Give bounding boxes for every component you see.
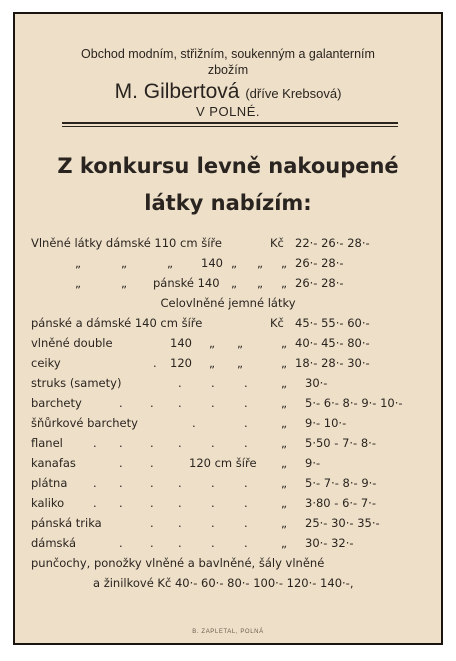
price-row-cell: 26·- 28·- [295,256,344,270]
price-row-cell: pánské 140 [153,276,220,290]
price-row-cell: . [211,396,215,410]
price-row-cell: „ [257,276,263,290]
price-row-cell: „ [281,476,287,490]
printer-imprint: B. ZAPLETAL, POLNÁ [192,629,264,635]
price-row [15,456,441,476]
price-row-cell: . [244,516,248,530]
headline-line-2: látky nabízím: [144,191,312,215]
price-row-cell: „ [209,356,215,370]
price-row-cell: . [178,376,182,390]
price-row [15,276,441,296]
price-leaflet [13,12,443,645]
price-row-cell: „ [281,376,287,390]
price-row-cell: „ [231,256,237,270]
price-row-cell: „ [281,276,287,290]
price-row-cell: 5·- 6·- 8·- 9·- 10·- [305,396,403,410]
header-rule [62,122,398,124]
owner-name: M. Gilbertová [114,80,240,103]
price-row-cell: . [178,516,182,530]
price-row-cell: 120 [170,356,192,370]
price-row-cell: . [150,476,154,490]
price-row-cell: pánská trika [31,516,102,530]
owner-former-name: (dříve Krebsová) [245,86,342,101]
price-row-cell: „ [281,416,287,430]
price-row-cell: „ [281,256,287,270]
price-row-cell: „ [281,516,287,530]
price-row-cell: Kč [270,316,284,330]
shop-town: V POLNÉ. [196,104,260,119]
price-row-cell: „ [281,356,287,370]
price-row-cell: . [150,496,154,510]
price-row-cell: . [150,536,154,550]
price-row-cell: . [93,436,97,450]
section-title: Celovlněné jemné látky [160,296,296,310]
price-row [15,496,441,516]
price-row-cell: . [192,416,196,430]
price-row [15,316,441,336]
price-row-cell: . [119,536,123,550]
price-row-cell: . [178,396,182,410]
price-row [15,476,441,496]
price-row-cell: 18·- 28·- 30·- [295,356,370,370]
price-row [15,536,441,556]
price-row-cell: „ [281,436,287,450]
price-row-cell: 30·- 32·- [305,536,354,550]
price-row-cell: „ [281,396,287,410]
price-row-cell: 45·- 55·- 60·- [295,316,370,330]
price-row-cell: 30·- [305,376,328,390]
price-row-cell: pánské a dámské 140 cm šíře [31,316,203,330]
price-row-cell: 3·80 - 6·- 7·- [305,496,376,510]
price-row-cell: . [211,496,215,510]
price-row [15,236,441,256]
price-row-cell: . [211,436,215,450]
price-row-cell: kanafas [31,456,76,470]
price-row-cell: „ [257,256,263,270]
price-row-cell: . [211,516,215,530]
price-row [15,516,441,536]
price-row-cell: . [244,376,248,390]
price-row-cell: . [119,476,123,490]
price-row-cell: . [150,396,154,410]
price-row-cell: . [150,456,154,470]
price-row [15,376,441,396]
price-row-cell: 140 [170,336,192,350]
price-row-cell: 22·- 26·- 28·- [295,236,370,250]
price-row-cell: 40·- 45·- 80·- [295,336,370,350]
price-row-cell: „ [121,276,127,290]
price-row-cell: „ [281,456,287,470]
price-row-cell: 9·- 10·- [305,416,347,430]
price-row-cell: . [153,356,157,370]
price-row-cell: . [119,436,123,450]
price-row [15,556,441,576]
price-row-cell: „ [237,336,243,350]
price-row-cell: „ [281,536,287,550]
price-row-cell: 26·- 28·- [295,276,344,290]
price-row [15,336,441,356]
price-row-cell: . [93,496,97,510]
shop-description: Obchod modním, střižním, soukenným a galanterním [81,47,375,61]
price-row-cell: . [178,536,182,550]
price-row-cell: šňůrkové barchety [31,416,138,430]
price-row-cell: vlněné double [31,336,113,350]
price-row-cell: . [244,496,248,510]
price-row [15,256,441,276]
price-row [15,356,441,376]
price-row-cell: . [178,476,182,490]
price-row-cell: . [178,436,182,450]
price-row-cell: . [150,436,154,450]
price-row-cell: kaliko [31,496,65,510]
price-row-cell: „ [209,336,215,350]
price-row-cell: . [211,476,215,490]
price-row-cell: 25·- 30·- 35·- [305,516,380,530]
price-row-cell: . [244,396,248,410]
header-rule-thin [62,126,398,127]
shop-description-cont: zbožím [207,63,249,77]
price-row-cell: . [244,536,248,550]
price-row [15,416,441,436]
price-row-cell: . [93,476,97,490]
price-row-cell: „ [167,256,173,270]
price-row-cell: barchety [31,396,82,410]
price-row-cell: 5·- 7·- 8·- 9·- [305,476,377,490]
price-row-cell: ceiky [31,356,61,370]
price-row-cell: 5·50 - 7·- 8·- [305,436,376,450]
price-row-cell: . [244,476,248,490]
price-row-cell: . [178,496,182,510]
price-row-cell: 9·- [305,456,321,470]
price-row-cell: . [119,396,123,410]
price-row-cell: dámská [31,536,77,550]
price-row-cell: . [211,376,215,390]
price-row-cell: 140 [201,256,223,270]
price-row-cell: struks (samety) [31,376,122,390]
price-row-cell: . [119,456,123,470]
price-row-cell: plátna [31,476,68,490]
price-row-cell: „ [121,256,127,270]
price-row-cell: flanel [31,436,63,450]
price-row [15,576,441,596]
price-row-cell: . [244,416,248,430]
price-row [15,436,441,456]
price-row-cell: . [150,516,154,530]
headline-line-1: Z konkursu levně nakoupené [57,154,399,178]
price-row-cell: . [211,536,215,550]
price-row-cell: 120 cm šíře [189,456,257,470]
price-row-cell: Kč [270,236,284,250]
price-row-cell: punčochy, ponožky vlněné a bavlněné, šály vlněné [31,556,325,570]
price-row-cell: . [244,436,248,450]
price-row-cell: Vlněné látky dámské 110 cm šíře [31,236,222,250]
price-row-cell: „ [281,336,287,350]
price-row-cell: „ [237,356,243,370]
price-row [15,396,441,416]
price-row-cell: a žinilkové Kč 40·- 60·- 80·- 100·- 120·- 140·-, [93,576,354,590]
shop-owner [15,80,441,104]
price-row-cell: „ [281,496,287,510]
price-row-cell: „ [75,256,81,270]
price-row-cell: „ [75,276,81,290]
price-row-cell: „ [231,276,237,290]
price-row-cell: . [119,496,123,510]
